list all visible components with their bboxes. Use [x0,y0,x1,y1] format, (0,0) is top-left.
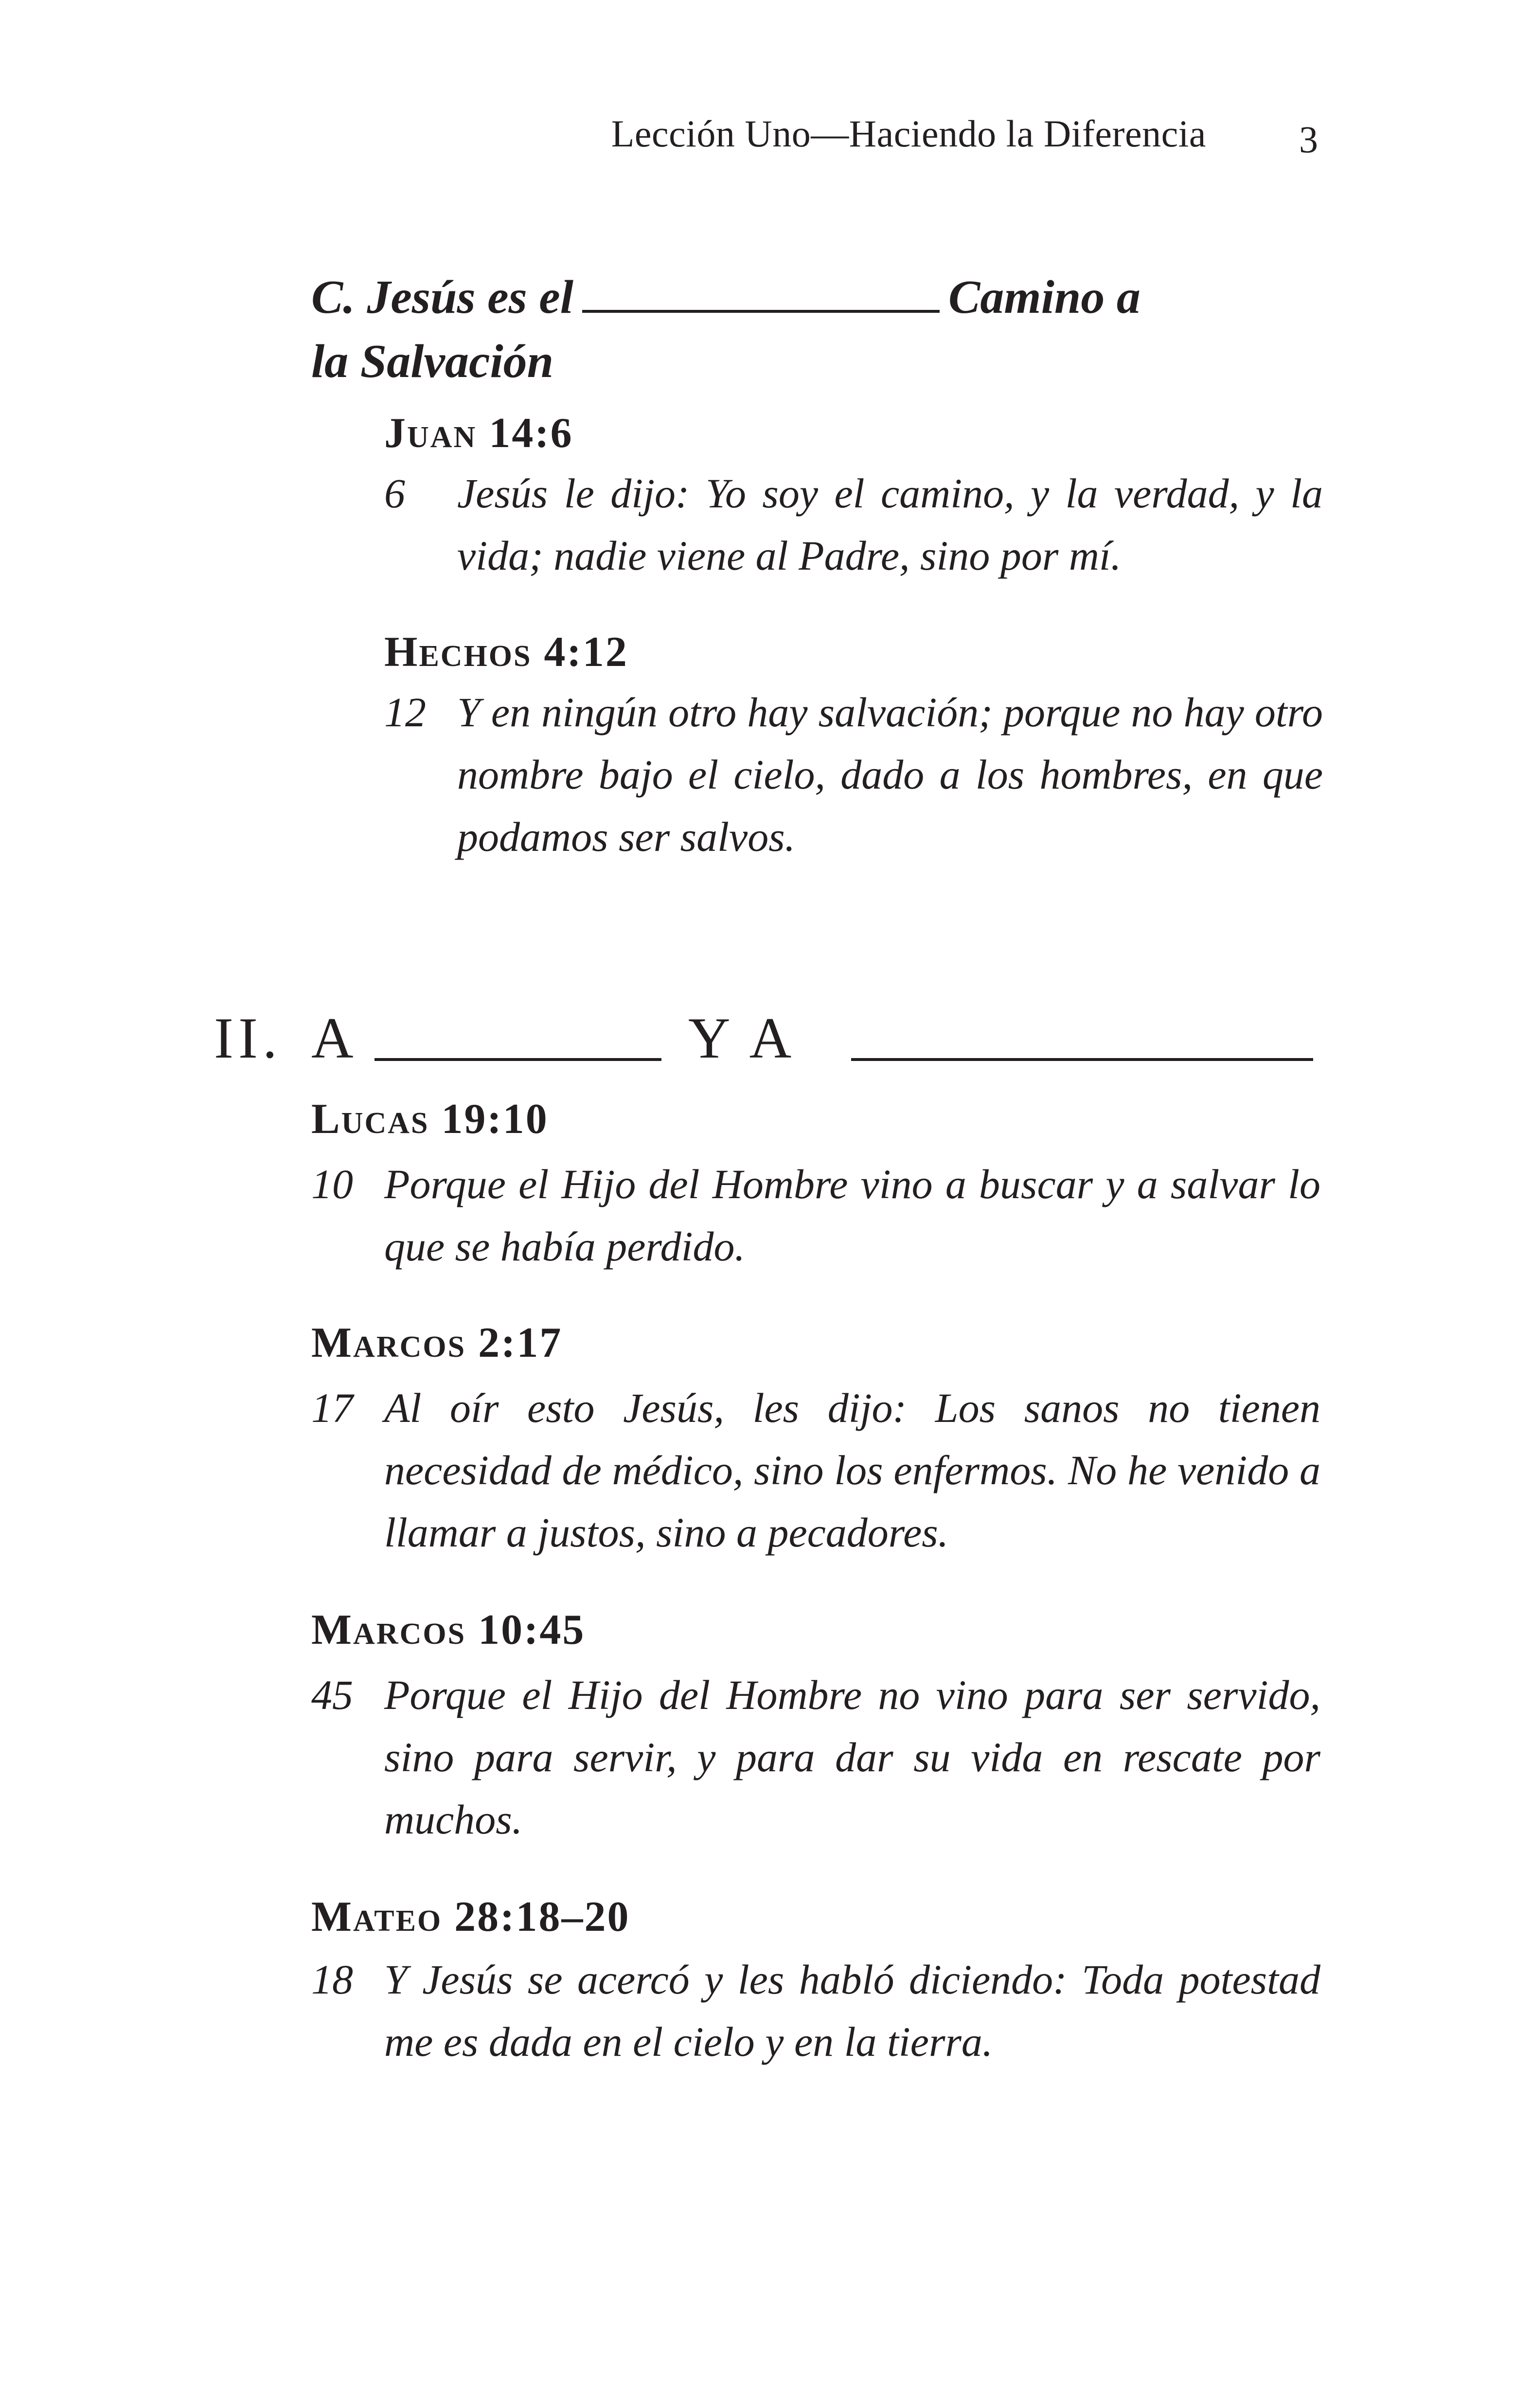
section-c-title-before: Jesús es el [367,271,574,323]
verse-text: Y Jesús se acercó y les habló diciendo: Toda potestad me es dada en el cielo y en la tierra. [384,1956,1320,2065]
verse-block [311,1948,1320,2073]
section-ii-numeral: II. [214,1006,282,1070]
verse-block [311,1377,1320,1563]
page-header [554,112,1318,165]
scripture-reference: Marcos 10:45 [311,1606,586,1653]
section-ii-word-ya: Y A [688,1006,797,1070]
scripture-reference: Lucas 19:10 [311,1096,549,1143]
section-c-title-line2: la Salvación [311,335,554,388]
verse-block [384,462,1323,587]
verse-text: Jesús le dijo: Yo soy el camino, y la verdad, y la vida; nadie viene al Padre, sino por mí. [457,470,1323,579]
scripture-reference: Marcos 2:17 [311,1319,563,1366]
section-c-heading [311,265,1333,394]
verse-block [311,1153,1320,1277]
verse-block [311,1664,1320,1851]
verse-block [384,681,1323,868]
verse-number: 45 [311,1671,353,1718]
fill-in-blank [851,1058,1313,1061]
verse-text: Porque el Hijo del Hombre no vino para ser servido, sino para servir, y para dar su vida en rescate por muchos. [384,1671,1320,1843]
verse-number: 18 [311,1956,353,2003]
scripture-reference: Juan 14:6 [384,410,573,457]
section-ii-heading [214,1005,1313,1078]
running-title: Lección Uno—Haciendo la Diferencia [611,112,1206,155]
verse-number: 12 [384,689,426,736]
fill-in-blank [582,271,940,313]
fill-in-blank [374,1058,661,1061]
scripture-reference: Hechos 4:12 [384,629,628,676]
verse-text: Porque el Hijo del Hombre vino a buscar y a salvar lo que se había perdido. [384,1161,1320,1270]
verse-number: 10 [311,1161,353,1207]
section-c-title-after: Camino a [948,271,1140,323]
section-ii-word-a: A [311,1006,358,1070]
verse-number: 6 [384,470,405,517]
verse-number: 17 [311,1384,353,1431]
section-c-label: C. [311,271,355,323]
verse-text: Y en ningún otro hay salvación; porque no hay otro nombre bajo el cielo, dado a los hombres, en que podamos ser salvos. [457,689,1323,860]
page-number: 3 [1299,118,1318,161]
scripture-reference: Mateo 28:18–20 [311,1893,630,1941]
verse-text: Al oír esto Jesús, les dijo: Los sanos no tienen necesidad de médico, sino los enfermos. No he venido a llamar a justos, sino a pecadores. [384,1384,1320,1556]
